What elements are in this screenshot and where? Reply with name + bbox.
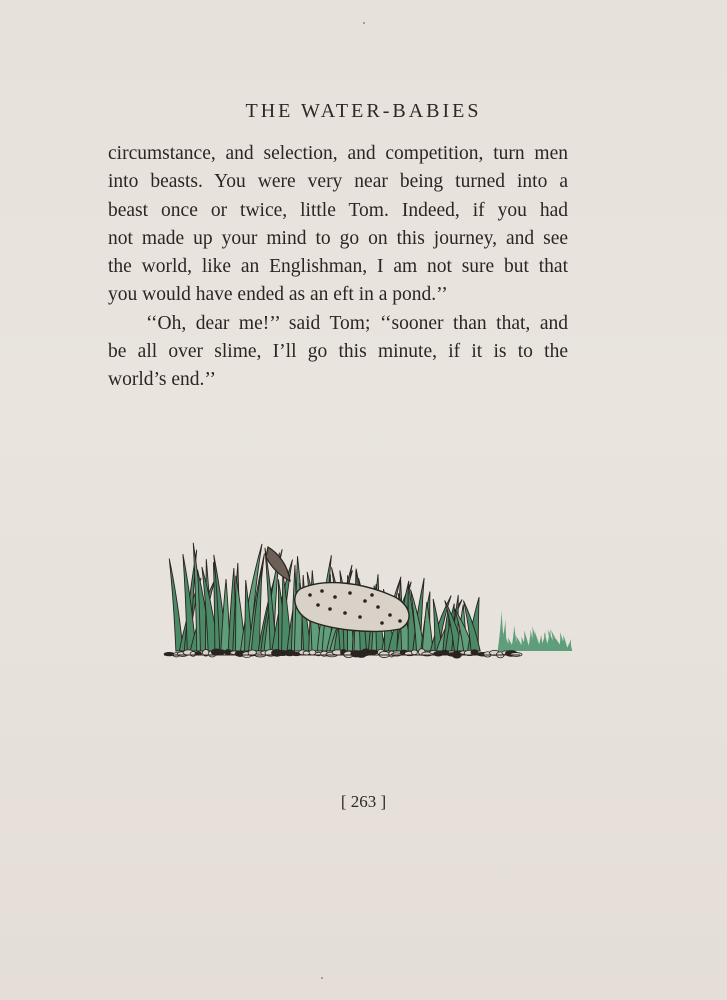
pebble [368, 650, 379, 654]
grass-blade [169, 559, 183, 651]
pebbles [164, 649, 522, 658]
text-line: be all over slime, I’ll go this minute, if it is to the [108, 341, 568, 363]
text-line: you would have ended as an eft in a pond.’’ [108, 284, 448, 306]
text-line: into beasts. You were very near being turned into a [108, 171, 568, 193]
pebble [219, 650, 225, 654]
pebble [392, 653, 402, 656]
eft-spot [388, 613, 392, 617]
eft-spot [308, 593, 312, 597]
eft-spot [358, 615, 362, 619]
eft-spot [363, 599, 367, 603]
eft-spot [320, 589, 324, 593]
eft-spot [316, 603, 320, 607]
pebble [471, 650, 478, 656]
pebble [411, 650, 417, 655]
running-head: THE WATER-BABIES [245, 100, 482, 122]
text-line: world’s end.’’ [108, 369, 216, 391]
eft-head [266, 547, 290, 581]
eft-spot [380, 621, 384, 625]
body-text [108, 140, 568, 395]
eft-spot [328, 607, 332, 611]
text-line: ‘‘Oh, dear me!’’ said Tom; ‘‘sooner than that, and [146, 312, 568, 334]
eft-spot [343, 611, 347, 615]
eft-spot [398, 619, 402, 623]
text-line: not made up your mind to go on this journey, and see [108, 227, 568, 249]
grass-illustration [160, 525, 575, 665]
page-number: [ 263 ] [340, 792, 387, 811]
paper-speck [363, 22, 365, 24]
pebble [510, 653, 522, 657]
eft-spot [333, 595, 337, 599]
text-line: circumstance, and selection, and competition, turn men [108, 143, 568, 164]
eft-spot [376, 605, 380, 609]
text-line: beast once or twice, little Tom. Indeed, if you had [108, 199, 568, 221]
eft-spot [370, 593, 374, 597]
eft-spot [348, 591, 352, 595]
paper-speck [321, 977, 323, 979]
grass-blade [422, 602, 433, 651]
text-line: the world, like an Englishman, I am not sure but that [108, 256, 568, 278]
